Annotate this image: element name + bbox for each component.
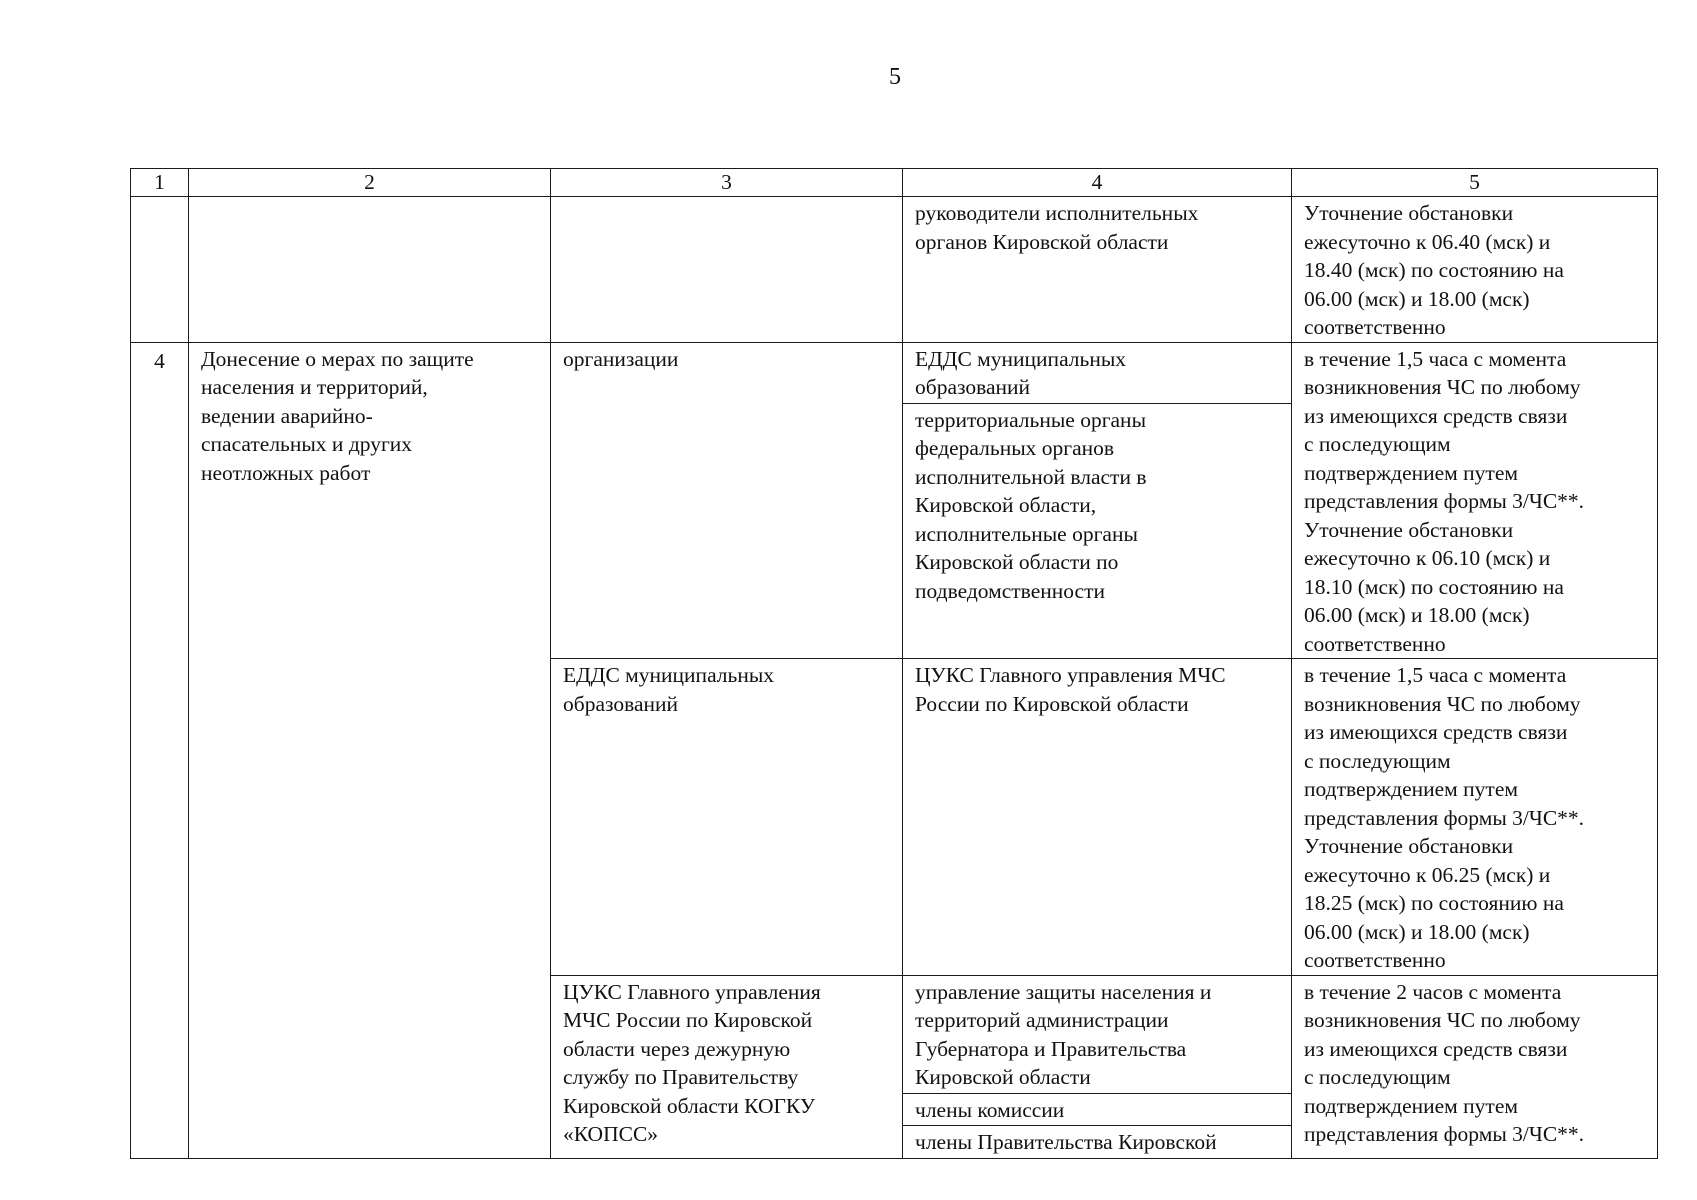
cell-timing: в течение 1,5 часа с момента возникновения ЧС по любому из имеющихся средств связи с последующим подтверждением путем представления формы 3/ЧС**. Уточнение обстановки ежесуточно к 06.25 (мск) и 18.25 (мск) по состоянию на 06.00 (мск) и 18.00 (мск) соответственно xyxy=(1292,659,1658,976)
cell-number-empty xyxy=(131,197,189,343)
cell-sender: организации xyxy=(551,342,903,659)
cell-timing: Уточнение обстановки ежесуточно к 06.40 (мск) и 18.40 (мск) по состоянию на 06.00 (мск) и 18.00 (мск) соответственно xyxy=(1292,197,1658,343)
recipient-item: члены комиссии xyxy=(903,1093,1291,1126)
cell-timing: в течение 1,5 часа с момента возникновения ЧС по любому из имеющихся средств связи с последующим подтверждением путем представления формы 3/ЧС**. Уточнение обстановки ежесуточно к 06.10 (мск) и 18.10 (мск) по состоянию на 06.00 (мск) и 18.00 (мск) соответственно xyxy=(1292,342,1658,659)
recipient-item: ЕДДС муниципальных образований xyxy=(915,346,1127,399)
cell-row-number: 4 xyxy=(131,342,189,1158)
cell-content-empty xyxy=(189,197,551,343)
column-header-3: 3 xyxy=(551,169,903,197)
cell-sender-empty xyxy=(551,197,903,343)
column-header-5: 5 xyxy=(1292,169,1658,197)
cell-report-content: Донесение о мерах по защите населения и территорий, ведении аварийно- спасательных и других неотложных работ xyxy=(189,342,551,1158)
cell-timing: в течение 2 часов с момента возникновения ЧС по любому из имеющихся средств связи с последующим подтверждением путем представления формы 3/ЧС**. xyxy=(1292,975,1658,1158)
table-row-4-group-1 xyxy=(131,342,1658,659)
cell-recipients xyxy=(903,975,1292,1158)
cell-recipients xyxy=(903,342,1292,659)
page-number: 5 xyxy=(889,64,901,90)
recipient-item: территориальные органы федеральных органов исполнительной власти в Кировской области, исполнительные органы Кировской области по подведомственности xyxy=(903,403,1291,607)
recipient-item: члены Правительства Кировской xyxy=(903,1125,1291,1158)
cell-recipients xyxy=(903,659,1292,976)
cell-sender: ЕДДС муниципальных образований xyxy=(551,659,903,976)
cell-recipient: руководители исполнительных органов Кировской области xyxy=(903,197,1292,343)
column-header-4: 4 xyxy=(903,169,1292,197)
recipient-item: ЦУКС Главного управления МЧС России по Кировской области xyxy=(915,663,1226,716)
recipient-item: управление защиты населения и территорий администрации Губернатора и Правительства Кировской области xyxy=(915,979,1212,1089)
document-table-container xyxy=(130,168,1657,1159)
column-header-1: 1 xyxy=(131,169,189,197)
report-table xyxy=(130,168,1658,1159)
column-header-2: 2 xyxy=(189,169,551,197)
cell-sender: ЦУКС Главного управления МЧС России по Кировской области через дежурную службу по Правительству Кировской области КОГКУ «КОПСС» xyxy=(551,975,903,1158)
table-row-continued xyxy=(131,197,1658,343)
table-header-row xyxy=(131,169,1658,197)
